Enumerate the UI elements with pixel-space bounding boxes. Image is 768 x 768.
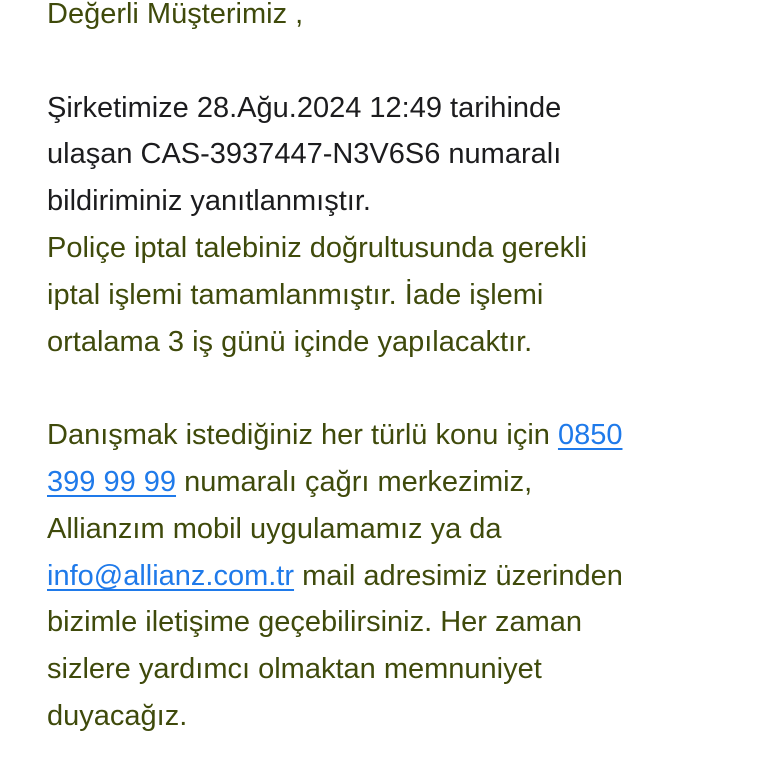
email-body <box>47 0 747 740</box>
cancellation-line: ortalama 3 iş günü içinde yapılacaktır. <box>47 325 533 358</box>
contact-line <box>47 412 747 459</box>
notice-line: Şirketimize 28.Ağu.2024 12:49 tarihinde <box>47 91 562 124</box>
notice-line: ulaşan CAS-3937447-N3V6S6 numaralı <box>47 138 562 171</box>
contact-text: Danışmak istediğiniz her türlü konu için <box>47 419 558 452</box>
contact-line: Allianzım mobil uygulamamız ya da <box>47 512 502 545</box>
contact-line: bizimle iletişime geçebilirsiniz. Her zaman <box>47 606 583 639</box>
notice-line: bildiriminiz yanıtlanmıştır. <box>47 185 371 218</box>
contact-line <box>47 553 747 600</box>
contact-text: mail adresimiz üzerinden <box>294 559 623 592</box>
cancellation-line: iptal işlemi tamamlanmıştır. İade işlemi <box>47 278 544 311</box>
spacer <box>47 365 747 412</box>
greeting: Değerli Müşterimiz , <box>47 0 304 30</box>
contact-line: sizlere yardımcı olmaktan memnuniyet <box>47 653 542 686</box>
contact-text: numaralı çağrı merkezimiz, <box>176 465 533 498</box>
cancellation-line: Poliçe iptal talebiniz doğrultusunda gerekli <box>47 231 588 264</box>
phone-link[interactable]: 0850 <box>557 419 623 452</box>
email-link[interactable]: info@allianz.com.tr <box>47 559 295 592</box>
phone-link[interactable]: 399 99 99 <box>47 465 177 498</box>
spacer <box>47 38 747 85</box>
contact-line <box>47 459 747 506</box>
contact-line: duyacağız. <box>47 699 188 732</box>
